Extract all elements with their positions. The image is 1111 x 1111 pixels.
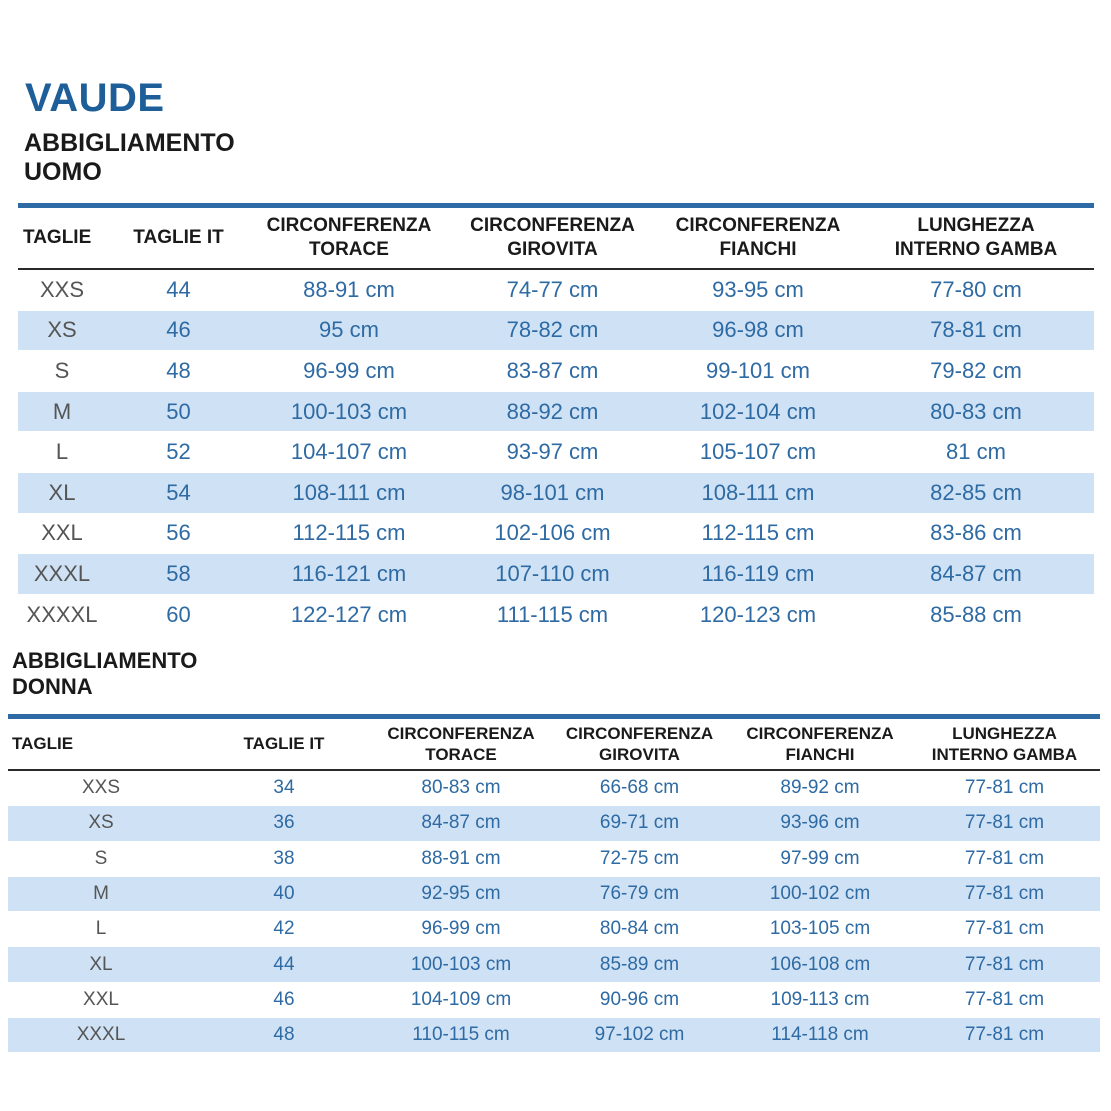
men-size-it-cell: 56 <box>166 520 191 546</box>
men-girovita-cell: 88-92 cm <box>447 391 658 432</box>
men-gamba-cell: 85-88 cm <box>930 601 1022 627</box>
men-size-cell: XXL <box>41 520 83 546</box>
men-table-row <box>18 472 1094 513</box>
men-table-row <box>18 269 1094 310</box>
men-torace-cell: 88-91 cm <box>303 276 395 302</box>
men-girovita-cell: 102-106 cm <box>494 520 611 546</box>
men-table-row <box>18 310 1094 351</box>
women-torace-cell: 92-95 cm <box>374 876 548 911</box>
women-gamba-cell: 77-81 cm <box>909 1018 1100 1053</box>
men-table-row <box>18 351 1094 392</box>
women-table-row <box>8 806 1100 841</box>
women-table-row <box>8 841 1100 876</box>
women-gamba-cell: 77-81 cm <box>909 806 1100 841</box>
men-torace-cell: 96-99 cm <box>303 357 395 383</box>
men-torace-cell: 108-111 cm <box>251 472 447 513</box>
women-header-fianchi: CIRCONFERENZA FIANCHI <box>746 723 894 764</box>
men-table-row <box>18 513 1094 554</box>
men-header-girovita: CIRCONFERENZA GIROVITA <box>470 215 635 260</box>
brand-logo-text: VAUDE <box>25 76 165 120</box>
men-torace-cell: 122-127 cm <box>290 601 408 627</box>
men-table-row <box>18 391 1094 432</box>
men-title-line2: UOMO <box>24 157 102 186</box>
men-fianchi-cell: 112-115 cm <box>701 520 815 546</box>
men-girovita-cell: 78-82 cm <box>447 310 658 351</box>
men-size-it-cell: 58 <box>106 554 251 595</box>
men-header-torace: CIRCONFERENZA TORACE <box>266 215 432 260</box>
women-gamba-cell: 77-81 cm <box>964 777 1045 799</box>
women-size-cell: XL <box>8 947 194 982</box>
men-torace-cell: 104-107 cm <box>290 439 408 465</box>
men-size-it-cell: 52 <box>166 439 191 465</box>
women-gamba-cell: 77-81 cm <box>964 918 1045 940</box>
men-size-cell: S <box>54 357 70 383</box>
men-torace-cell: 116-121 cm <box>251 554 447 595</box>
men-torace-cell: 95 cm <box>251 310 447 351</box>
men-gamba-cell: 80-83 cm <box>858 391 1094 432</box>
women-girovita-cell: 85-89 cm <box>548 947 731 982</box>
women-table-body <box>8 770 1100 1053</box>
men-header-taglie-it: TAGLIE IT <box>133 227 224 249</box>
men-gamba-cell: 79-82 cm <box>930 357 1022 383</box>
women-header-torace: CIRCONFERENZA TORACE <box>387 723 535 764</box>
men-fianchi-cell: 96-98 cm <box>658 310 858 351</box>
women-girovita-cell: 66-68 cm <box>599 777 680 799</box>
men-fianchi-cell: 99-101 cm <box>706 357 810 383</box>
women-header-taglie-it: TAGLIE IT <box>243 734 325 754</box>
women-size-it-cell: 38 <box>273 847 295 869</box>
women-size-it-cell: 44 <box>194 947 374 982</box>
men-table-row <box>18 432 1094 473</box>
men-size-cell: XS <box>18 310 106 351</box>
men-table-row <box>18 594 1094 635</box>
men-header-fianchi: CIRCONFERENZA FIANCHI <box>675 215 841 260</box>
women-torace-cell: 80-83 cm <box>421 777 501 799</box>
men-fianchi-cell: 120-123 cm <box>699 601 817 627</box>
women-fianchi-cell: 109-113 cm <box>770 988 870 1010</box>
women-torace-cell: 88-91 cm <box>421 847 501 869</box>
women-fianchi-cell: 89-92 cm <box>780 777 860 799</box>
women-fianchi-cell: 103-105 cm <box>769 918 871 940</box>
women-size-it-cell: 42 <box>273 918 295 940</box>
men-gamba-cell: 78-81 cm <box>858 310 1094 351</box>
women-header-gamba: LUNGHEZZA INTERNO GAMBA <box>931 723 1078 764</box>
men-header-gamba: LUNGHEZZA INTERNO GAMBA <box>894 215 1058 260</box>
men-torace-cell: 100-103 cm <box>251 391 447 432</box>
men-fianchi-cell: 93-95 cm <box>712 276 804 302</box>
women-girovita-cell: 97-102 cm <box>548 1018 731 1053</box>
women-size-cell: XXXL <box>8 1018 194 1053</box>
women-fianchi-cell: 97-99 cm <box>780 847 860 869</box>
women-fianchi-cell: 93-96 cm <box>731 806 909 841</box>
men-size-cell: XXS <box>39 276 85 302</box>
women-table-row <box>8 947 1100 982</box>
women-header-girovita: CIRCONFERENZA GIROVITA <box>565 723 714 764</box>
women-fianchi-cell: 106-108 cm <box>731 947 909 982</box>
men-table-row <box>18 554 1094 595</box>
women-header-taglie: TAGLIE <box>12 734 74 754</box>
men-size-cell: L <box>55 439 69 465</box>
men-girovita-cell: 83-87 cm <box>506 357 599 383</box>
women-size-cell: M <box>8 876 194 911</box>
women-girovita-cell: 80-84 cm <box>599 918 680 940</box>
women-gamba-cell: 77-81 cm <box>964 988 1045 1010</box>
women-header-row <box>8 717 1100 771</box>
women-girovita-cell: 69-71 cm <box>548 806 731 841</box>
men-fianchi-cell: 116-119 cm <box>658 554 858 595</box>
women-title-line1: ABBIGLIAMENTO <box>12 648 198 673</box>
men-gamba-cell: 84-87 cm <box>858 554 1094 595</box>
women-fianchi-cell: 100-102 cm <box>731 876 909 911</box>
women-gamba-cell: 77-81 cm <box>909 876 1100 911</box>
men-girovita-cell: 98-101 cm <box>447 472 658 513</box>
men-size-cell: M <box>18 391 106 432</box>
women-size-cell: XS <box>8 806 194 841</box>
men-gamba-cell: 82-85 cm <box>858 472 1094 513</box>
women-size-cell: XXS <box>81 777 121 799</box>
women-torace-cell: 104-109 cm <box>410 988 512 1010</box>
men-section-title <box>24 129 235 187</box>
men-header-row <box>18 206 1094 270</box>
women-girovita-cell: 90-96 cm <box>599 988 680 1010</box>
men-size-it-cell: 54 <box>106 472 251 513</box>
men-fianchi-cell: 102-104 cm <box>658 391 858 432</box>
women-section-title <box>12 648 197 699</box>
men-table-body <box>18 269 1094 635</box>
men-gamba-cell: 83-86 cm <box>930 520 1022 546</box>
women-torace-cell: 110-115 cm <box>374 1018 548 1053</box>
men-size-it-cell: 46 <box>106 310 251 351</box>
men-size-it-cell: 48 <box>166 357 191 383</box>
men-fianchi-cell: 108-111 cm <box>658 472 858 513</box>
men-size-it-cell: 60 <box>166 601 191 627</box>
men-header-taglie: TAGLIE <box>23 227 92 249</box>
women-girovita-cell: 72-75 cm <box>599 847 680 869</box>
women-gamba-cell: 77-81 cm <box>964 847 1045 869</box>
women-torace-cell: 96-99 cm <box>421 918 501 940</box>
women-table-row <box>8 912 1100 947</box>
women-table-row <box>8 982 1100 1017</box>
women-size-cell: L <box>95 918 107 940</box>
women-torace-cell: 84-87 cm <box>374 806 548 841</box>
men-gamba-cell: 81 cm <box>946 439 1006 465</box>
men-size-table <box>18 203 1094 635</box>
men-size-cell: XL <box>18 472 106 513</box>
women-table-row <box>8 770 1100 806</box>
men-size-cell: XXXXL <box>26 601 98 627</box>
men-girovita-cell: 93-97 cm <box>506 439 599 465</box>
women-size-it-cell: 40 <box>194 876 374 911</box>
women-size-table <box>8 714 1100 1053</box>
men-size-cell: XXXL <box>18 554 106 595</box>
women-fianchi-cell: 114-118 cm <box>731 1018 909 1053</box>
men-gamba-cell: 77-80 cm <box>930 276 1022 302</box>
women-torace-cell: 100-103 cm <box>374 947 548 982</box>
men-title-line1: ABBIGLIAMENTO <box>24 129 235 157</box>
women-table-row <box>8 876 1100 911</box>
women-size-it-cell: 46 <box>273 988 295 1010</box>
women-size-it-cell: 48 <box>194 1018 374 1053</box>
women-girovita-cell: 76-79 cm <box>548 876 731 911</box>
women-size-it-cell: 34 <box>273 777 295 799</box>
men-size-it-cell: 44 <box>166 276 191 302</box>
men-fianchi-cell: 105-107 cm <box>699 439 817 465</box>
men-torace-cell: 112-115 cm <box>292 520 406 546</box>
men-girovita-cell: 111-115 cm <box>496 601 609 627</box>
women-size-cell: XXL <box>83 988 119 1010</box>
women-gamba-cell: 77-81 cm <box>909 947 1100 982</box>
men-girovita-cell: 74-77 cm <box>506 276 599 302</box>
women-table-row <box>8 1018 1100 1053</box>
women-size-it-cell: 36 <box>194 806 374 841</box>
men-girovita-cell: 107-110 cm <box>447 554 658 595</box>
women-title-line2: DONNA <box>12 673 93 699</box>
men-size-it-cell: 50 <box>106 391 251 432</box>
women-size-cell: S <box>94 847 108 869</box>
